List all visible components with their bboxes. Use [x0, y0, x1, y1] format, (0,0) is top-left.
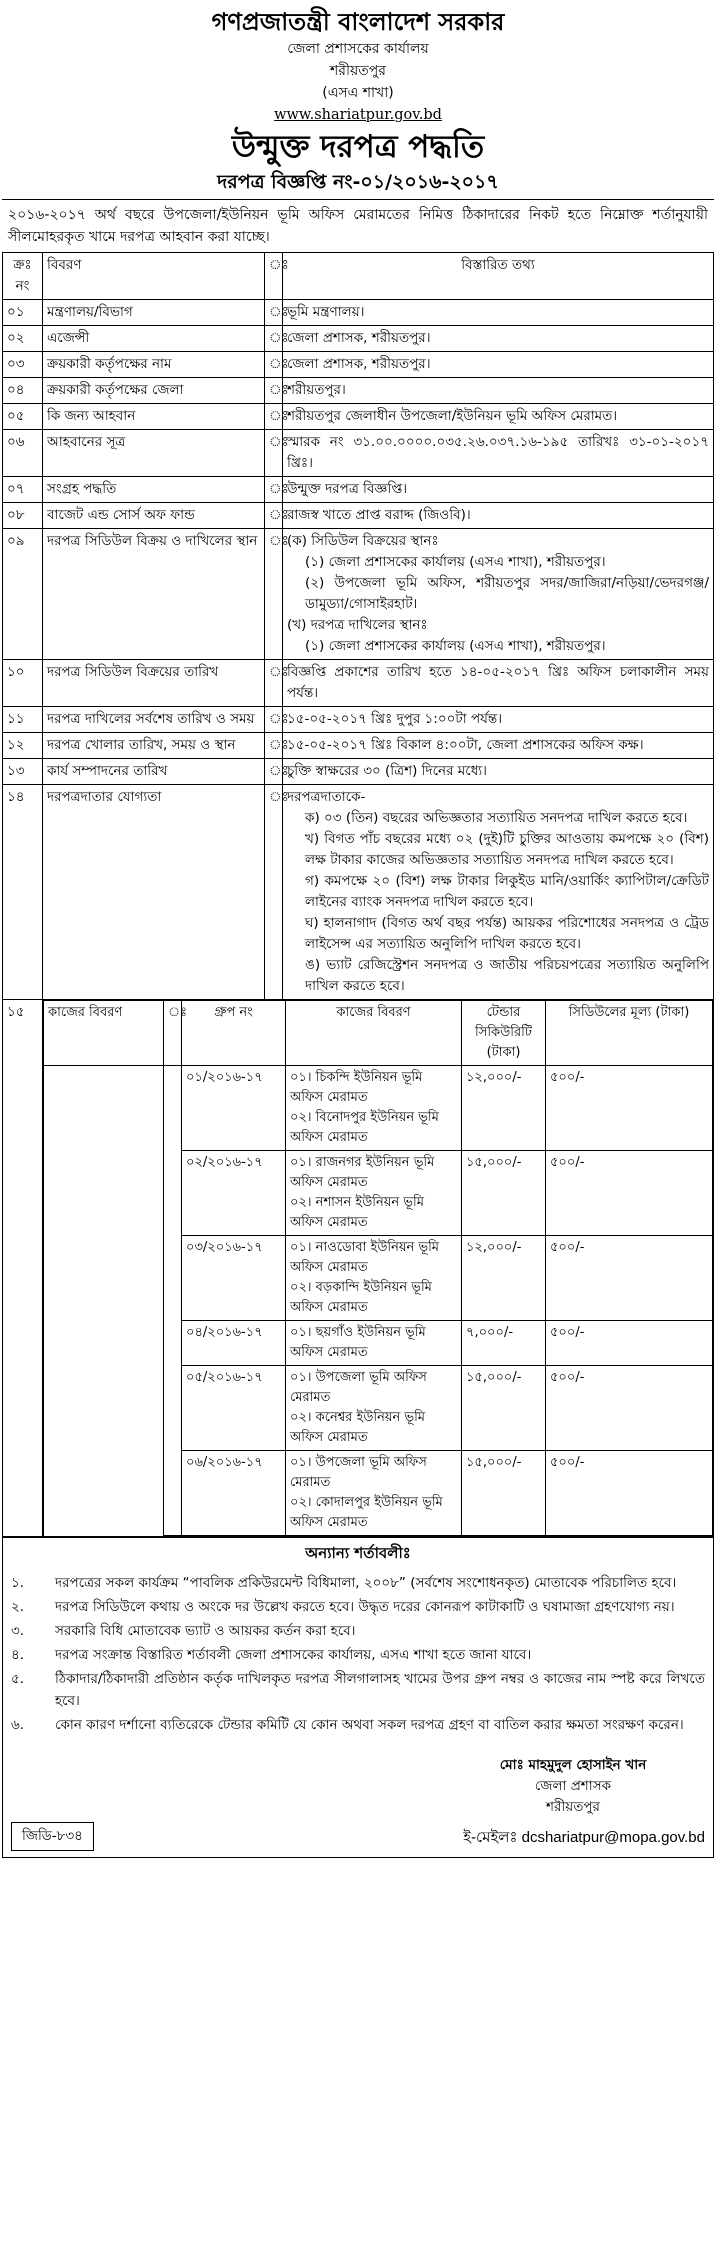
row-number: ০১: [3, 300, 43, 326]
row-colon: ঃ: [265, 503, 283, 529]
row-colon: ঃ: [265, 785, 283, 1000]
terms-section: [2, 1537, 714, 1858]
office-name: জেলা প্রশাসকের কার্যালয়: [287, 41, 429, 57]
row-colon: ঃ: [265, 326, 283, 352]
qualification-item: ঙ) ভ্যাট রেজিস্ট্রেশন সনদপত্র ও জাতীয় পরিচয়পত্রের সত্যায়িত অনুলিপি দাখিল করতে হবে।: [305, 957, 709, 994]
row-info: [283, 529, 714, 660]
group-works: [286, 1236, 462, 1321]
table-row: [3, 660, 714, 707]
term-number: ৩.: [11, 1623, 25, 1639]
row-info: শরীয়তপুর জেলাধীন উপজেলা/ইউনিয়ন ভূমি অফিস মেরামত।: [283, 404, 714, 430]
sale-place-item: (২) উপজেলা ভূমি অফিস, শরীয়তপুর সদর/জাজিরা/নড়িয়া/ভেদরগঞ্জ/ডামুড্যা/গোসাইরহাট।: [305, 575, 709, 612]
table-row: [3, 503, 714, 529]
row-colon: ঃ: [265, 352, 283, 378]
work-item: ০২। বিনোদপুর ইউনিয়ন ভূমি অফিস মেরামত: [290, 1110, 439, 1145]
row-info: বিজ্ঞপ্তি প্রকাশের তারিখ হতে ১৪-০৫-২০১৭ খ্রিঃ অফিস চলাকালীন সময় পর্যন্ত।: [283, 660, 714, 707]
tender-security: ১৫,০০০/-: [462, 1366, 546, 1451]
group-number: ০২/২০১৬-১৭: [182, 1151, 286, 1236]
tender-security: ১৫,০০০/-: [462, 1451, 546, 1536]
row-description: দরপত্র খোলার তারিখ, সময় ও স্থান: [43, 733, 265, 759]
work-item: ০১। রাজনগর ইউনিয়ন ভূমি অফিস মেরামত: [290, 1155, 435, 1190]
row-colon: ঃ: [265, 707, 283, 733]
group-works: [286, 1451, 462, 1536]
work-item: ০১। চিকন্দি ইউনিয়ন ভূমি অফিস মেরামত: [290, 1070, 423, 1105]
intro-paragraph: ২০১৬-২০১৭ অর্থ বছরে উপজেলা/ইউনিয়ন ভূমি অফিস মেরামতের নিমিত্ত ঠিকাদারের নিকট হতে নিম্নোক্ত শর্তানুযায়ী সীলমোহরকৃত খামে দরপত্র আহবান করা যাচ্ছে।: [2, 199, 714, 252]
term-text: দরপত্রের সকল কার্যক্রম “পাবলিক প্রকিউরমেন্ট বিধিমালা, ২০০৮” (সর্বশেষ সংশোধনকৃত) মোতাবেক পরিচালিত হবে।: [55, 1575, 677, 1591]
table-row: [3, 300, 714, 326]
term-text: সরকারি বিধি মোতাবেক ভ্যাট ও আয়কর কর্তন করা হবে।: [55, 1623, 356, 1639]
work-header: কাজের বিবরণ: [286, 1001, 462, 1066]
schedule-price: ৫০০/-: [546, 1321, 713, 1366]
table-header-row: [3, 253, 714, 300]
row-description: দরপত্রদাতার যোগ্যতা: [43, 785, 265, 1000]
row-description: এজেন্সী: [43, 326, 265, 352]
term-item: [3, 1619, 713, 1643]
row-info: ভূমি মন্ত্রণালয়।: [283, 300, 714, 326]
row-number: ০২: [3, 326, 43, 352]
row-info: চুক্তি স্বাক্ষরের ৩০ (ত্রিশ) দিনের মধ্যে।: [283, 759, 714, 785]
table-row: [3, 707, 714, 733]
row-description: সংগ্রহ পদ্ধতি: [43, 477, 265, 503]
notice-number: দরপত্র বিজ্ঞপ্তি নং-০১/২০১৬-২০১৭: [217, 171, 499, 193]
row-description: ক্রয়কারী কর্তৃপক্ষের জেলা: [43, 378, 265, 404]
row-info: [283, 785, 714, 1000]
serial-header: ক্রঃ নং: [3, 253, 43, 300]
qualification-item: গ) কমপক্ষে ২০ (বিশ) লক্ষ টাকার লিকুইড মানি/ওয়ার্কিং ক্যাপিটাল/ক্রেডিট লাইনের ব্যাংক সনদপত্র দাখিল করতে হবে।: [305, 873, 709, 910]
group-works: [286, 1321, 462, 1366]
spacer: [3, 1737, 713, 1755]
signatory-place: শরীয়তপুর: [546, 1799, 600, 1815]
table-row: [3, 404, 714, 430]
row-description: দরপত্র সিডিউল বিক্রয়ের তারিখ: [43, 660, 265, 707]
table-row: [3, 326, 714, 352]
signature-block: [443, 1755, 703, 1818]
term-text: কোন কারণ দর্শানো ব্যতিরেকে টেন্ডার কমিটি যে কোন অথবা সকল দরপত্র গ্রহণ বা বাতিল করার ক্ষমতা সংরক্ষণ করেন।: [55, 1717, 684, 1733]
table-row: [3, 430, 714, 477]
row-number: ০৯: [3, 529, 43, 660]
work-group-row: [44, 1066, 713, 1151]
work-item: ০১। ছয়গাঁও ইউনিয়ন ভূমি অফিস মেরামত: [290, 1325, 426, 1360]
spacer: [3, 1851, 713, 1857]
group-no-header: গ্রুপ নং: [182, 1001, 286, 1066]
row-number: ১৩: [3, 759, 43, 785]
row-colon: ঃ: [265, 430, 283, 477]
schedule-price: ৫০০/-: [546, 1366, 713, 1451]
term-item: [3, 1713, 713, 1737]
row-description: দরপত্র দাখিলের সর্বশেষ তারিখ ও সময়: [43, 707, 265, 733]
email-address[interactable]: ই-মেইলঃ dcshariatpur@mopa.gov.bd: [463, 1829, 705, 1846]
term-text: ঠিকাদার/ঠিকাদারী প্রতিষ্ঠান কর্তৃক দাখিলকৃত দরপত্র সীলগালাসহ খামের উপর গ্রুপ নম্বর ও কাজের নাম স্পষ্ট করে লিখতে হবে।: [55, 1671, 705, 1709]
qualification-heading: দরপত্রদাতাকে-: [287, 789, 366, 805]
qualification-item: ক) ০৩ (তিন) বছরের অভিজ্ঞতার সত্যায়িত সনদপত্র দাখিল করতে হবে।: [305, 810, 688, 826]
work-description-cell: [43, 1000, 714, 1537]
schedule-price-header: সিডিউলের মূল্য (টাকা): [546, 1001, 713, 1066]
row-number: ১৪: [3, 785, 43, 1000]
row-description: কার্য সম্পাদনের তারিখ: [43, 759, 265, 785]
term-item: [3, 1571, 713, 1595]
row-number: ০৩: [3, 352, 43, 378]
submission-place-heading: (খ) দরপত্র দাখিলের স্থানঃ: [287, 617, 428, 633]
schedule-price: ৫০০/-: [546, 1066, 713, 1151]
work-item: ০২। কোদালপুর ইউনিয়ন ভূমি অফিস মেরামত: [290, 1495, 443, 1530]
row-description: আহবানের সূত্র: [43, 430, 265, 477]
row-info: জেলা প্রশাসক, শরীয়তপুর।: [283, 352, 714, 378]
qualification-item: খ) বিগত পাঁচ বছরের মধ্যে ০২ (দুই)টি চুক্তির আওতায় কমপক্ষে ২০ (বিশ) লক্ষ টাকার কাজের অভিজ্ঞতার সত্যায়িত সনদপত্র দাখিল করতে হবে।: [305, 831, 709, 868]
branch-name: (এসএ শাখা): [322, 85, 394, 101]
term-number: ২.: [11, 1599, 25, 1615]
group-works: [286, 1151, 462, 1236]
term-number: ৪.: [11, 1647, 25, 1663]
row-colon: ঃ: [265, 378, 283, 404]
term-text: দরপত্র সংক্রান্ত বিস্তারিত শর্তাবলী জেলা প্রশাসকের কার্যালয়, এসএ শাখা হতে জানা যাবে।: [55, 1647, 532, 1663]
row-description: ক্রয়কারী কর্তৃপক্ষের নাম: [43, 352, 265, 378]
description-header: বিবরণ: [43, 253, 265, 300]
table-row: [3, 477, 714, 503]
row-info: স্মারক নং ৩১.০০.০০০০.০৩৫.২৬.০৩৭.১৬-১৯৫ তারিখঃ ৩১-০১-২০১৭ খ্রিঃ।: [283, 430, 714, 477]
term-number: ১.: [11, 1575, 25, 1591]
work-groups-table: [43, 1000, 713, 1536]
district-name: শরীয়তপুর: [330, 63, 386, 79]
row-colon: ঃ: [265, 660, 283, 707]
work-item: ০২। নশাসন ইউনিয়ন ভূমি অফিস মেরামত: [290, 1195, 424, 1230]
row-colon: ঃ: [164, 1001, 182, 1066]
term-item: [3, 1643, 713, 1667]
work-item: ০১। উপজেলা ভূমি অফিস মেরামত: [290, 1370, 427, 1405]
group-works: [286, 1366, 462, 1451]
tender-security: ১২,০০০/-: [462, 1236, 546, 1321]
row-info: ১৫-০৫-২০১৭ খ্রিঃ দুপুর ১:০০টা পর্যন্ত।: [283, 707, 714, 733]
row-number: ০৬: [3, 430, 43, 477]
term-text: দরপত্র সিডিউলে কথায় ও অংকে দর উল্লেখ করতে হবে। উদ্ধৃত দরের কোনরূপ কাটাকাটি ও ঘষামাজা গ্রহণযোগ্য নয়।: [55, 1599, 675, 1615]
table-row: [3, 1000, 714, 1537]
row-colon: ঃ: [265, 529, 283, 660]
row-info: জেলা প্রশাসক, শরীয়তপুর।: [283, 326, 714, 352]
tender-security: ৭,০০০/-: [462, 1321, 546, 1366]
signatory-name: মোঃ মাহমুদুল হোসাইন খান: [499, 1757, 647, 1773]
row-number: ০৫: [3, 404, 43, 430]
row-description: কি জন্য আহবান: [43, 404, 265, 430]
term-number: ৫.: [11, 1671, 25, 1687]
row-number: ১১: [3, 707, 43, 733]
row-info: রাজস্ব খাতে প্রাপ্ত বরাদ্দ (জিওবি)।: [283, 503, 714, 529]
group-number: ০৩/২০১৬-১৭: [182, 1236, 286, 1321]
row-colon: ঃ: [265, 300, 283, 326]
work-item: ০১। নাওডোবা ইউনিয়ন ভূমি অফিস মেরামত: [290, 1240, 440, 1275]
government-name: গণপ্রজাতন্ত্রী বাংলাদেশ সরকার: [211, 8, 505, 36]
group-number: ০১/২০১৬-১৭: [182, 1066, 286, 1151]
method-title: উন্মুক্ত দরপত্র পদ্ধতি: [231, 129, 485, 165]
schedule-price: ৫০০/-: [546, 1236, 713, 1321]
footer: [3, 1818, 713, 1851]
row-info: শরীয়তপুর।: [283, 378, 714, 404]
row-colon: ঃ: [265, 759, 283, 785]
group-number: ০৪/২০১৬-১৭: [182, 1321, 286, 1366]
table-row: [3, 352, 714, 378]
row-info: ১৫-০৫-২০১৭ খ্রিঃ বিকাল ৪:০০টা, জেলা প্রশাসকের অফিস কক্ষ।: [283, 733, 714, 759]
term-item: [3, 1595, 713, 1619]
row-number: ১০: [3, 660, 43, 707]
tender-security: ১২,০০০/-: [462, 1066, 546, 1151]
spacer-cell: [44, 1066, 164, 1536]
tender-details-table: [2, 252, 714, 1537]
table-row: [3, 759, 714, 785]
row-number: ১৫: [3, 1000, 43, 1537]
info-header: বিস্তারিত তথ্য: [283, 253, 714, 300]
colon-header: ঃ: [265, 253, 283, 300]
row-info: উন্মুক্ত দরপত্র বিজ্ঞপ্তি।: [283, 477, 714, 503]
row-colon: ঃ: [265, 733, 283, 759]
schedule-price: ৫০০/-: [546, 1151, 713, 1236]
work-item: ০১। উপজেলা ভূমি অফিস মেরামত: [290, 1455, 427, 1490]
submission-place-item: (১) জেলা প্রশাসকের কার্যালয় (এসএ শাখা), শরীয়তপুর।: [305, 638, 606, 654]
sale-place-item: (১) জেলা প্রশাসকের কার্যালয় (এসএ শাখা), শরীয়তপুর।: [305, 554, 606, 570]
schedule-price: ৫০০/-: [546, 1451, 713, 1536]
row-description: বাজেট এন্ড সোর্স অফ ফান্ড: [43, 503, 265, 529]
notice-header: [0, 0, 716, 197]
row-number: ০৮: [3, 503, 43, 529]
term-item: [3, 1667, 713, 1713]
work-header-row: [44, 1001, 713, 1066]
row-colon: ঃ: [265, 477, 283, 503]
work-item: ০২। বড়কান্দি ইউনিয়ন ভূমি অফিস মেরামত: [290, 1280, 432, 1315]
tender-security: ১৫,০০০/-: [462, 1151, 546, 1236]
group-number: ০৫/২০১৬-১৭: [182, 1366, 286, 1451]
spacer-cell: [164, 1066, 182, 1536]
group-number: ০৬/২০১৬-১৭: [182, 1451, 286, 1536]
terms-title: অন্যান্য শর্তাবলীঃ: [305, 1544, 411, 1562]
table-row: [3, 529, 714, 660]
term-number: ৬.: [11, 1717, 25, 1733]
qualification-item: ঘ) হালনাগাদ (বিগত অর্থ বছর পর্যন্ত) আয়কর পরিশোধের সনদপত্র ও ট্রেড লাইসেন্স এর সত্যায়িত অনুলিপি দাখিল করতে হবে।: [305, 915, 709, 952]
table-row: [3, 378, 714, 404]
group-works: [286, 1066, 462, 1151]
row-description: মন্ত্রণালয়/বিভাগ: [43, 300, 265, 326]
sale-place-heading: (ক) সিডিউল বিক্রয়ের স্থানঃ: [287, 533, 439, 549]
work-description-label: কাজের বিবরণ: [44, 1001, 164, 1066]
row-number: ০৭: [3, 477, 43, 503]
security-header: টেন্ডার সিকিউরিটি (টাকা): [462, 1001, 546, 1066]
row-number: ১২: [3, 733, 43, 759]
work-item: ০২। কনেশ্বর ইউনিয়ন ভূমি অফিস মেরামত: [290, 1410, 426, 1445]
row-description: দরপত্র সিডিউল বিক্রয় ও দাখিলের স্থান: [43, 529, 265, 660]
row-colon: ঃ: [265, 404, 283, 430]
website-link[interactable]: www.shariatpur.gov.bd: [274, 107, 442, 123]
signatory-title: জেলা প্রশাসক: [534, 1778, 612, 1794]
gd-code: জিডি-৮৩৪: [11, 1822, 94, 1851]
table-row: [3, 733, 714, 759]
table-row: [3, 785, 714, 1000]
row-number: ০৪: [3, 378, 43, 404]
